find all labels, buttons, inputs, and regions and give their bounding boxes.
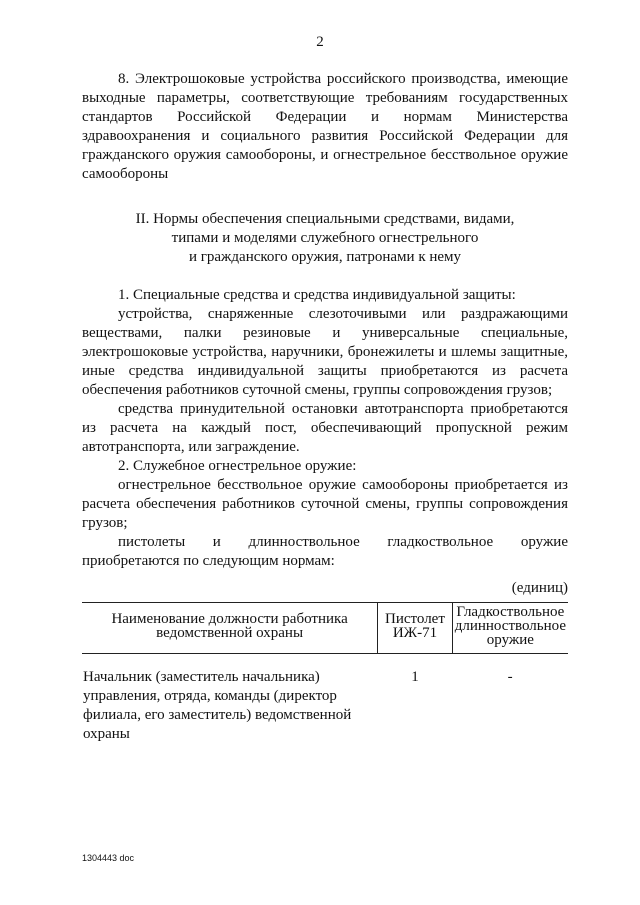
paragraph-special-means: устройства, снаряженные слезоточивыми или раздражающими веществами, палки резиновые и универсальные специальные, электрошоковые устройства, наручники, бронежилеты и шлемы защитные, иные средства индивидуальной защиты приобретаются из расчета обеспечения работников суточной смены, группы сопровождения грузов;	[82, 306, 568, 398]
section-heading-line: типами и моделями служебного огнестрельного	[171, 230, 479, 246]
section-heading-line: II. Нормы обеспечения специальными средствами, видами,	[135, 211, 515, 227]
table-row	[82, 654, 568, 746]
cell-smoothbore-count: -	[507, 669, 513, 685]
section-heading	[82, 210, 568, 267]
norms-table	[82, 602, 568, 745]
cell-pistol-count: 1	[411, 669, 419, 685]
cell-position-name: Начальник (заместитель начальника) управления, отряда, команды (директор филиала, его заместитель) ведомственной охраны	[83, 669, 352, 742]
footer-doc-id: 1304443 doc	[82, 853, 135, 863]
table-header-row	[82, 603, 568, 654]
paragraph-service-firearms-title: 2. Служебное огнестрельное оружие:	[118, 458, 357, 474]
paragraph-item-8: 8. Электрошоковые устройства российского производства, имеющие выходные параметры, соответствующие требованиям государственных стандартов Российской Федерации и нормам Министерства здравоохранения и социального развития Российской Федерации для гражданского оружия самообороны, и огнестрельное бесствольное оружие самообороны	[82, 71, 568, 182]
paragraph-special-means-title: 1. Специальные средства и средства индивидуальной защиты:	[118, 287, 516, 303]
header-smoothbore: Гладкоствольное длинноствольное оружие	[452, 603, 568, 654]
header-position-name: Наименование должности работника ведомственной охраны	[82, 603, 378, 654]
page-number: 2	[316, 34, 324, 50]
paragraph-barrelless-weapon: огнестрельное бесствольное оружие самообороны приобретается из расчета обеспечения работников суточной смены, группы сопровождения грузов;	[82, 477, 568, 531]
section-heading-line: и гражданского оружия, патронами к нему	[188, 249, 462, 265]
document-body	[82, 70, 568, 745]
paragraph-pistols-norms: пистолеты и длинноствольное гладкоствольное оружие приобретаются по следующим нормам:	[82, 534, 568, 569]
paragraph-vehicle-stop-means: средства принудительной остановки автотранспорта приобретаются из расчета на каждый пост, обеспечивающий пропускной режим автотранспорта, или заграждение.	[82, 401, 568, 455]
header-pistol: Пистолет ИЖ-71	[378, 603, 453, 654]
units-note: (единиц)	[511, 580, 568, 596]
